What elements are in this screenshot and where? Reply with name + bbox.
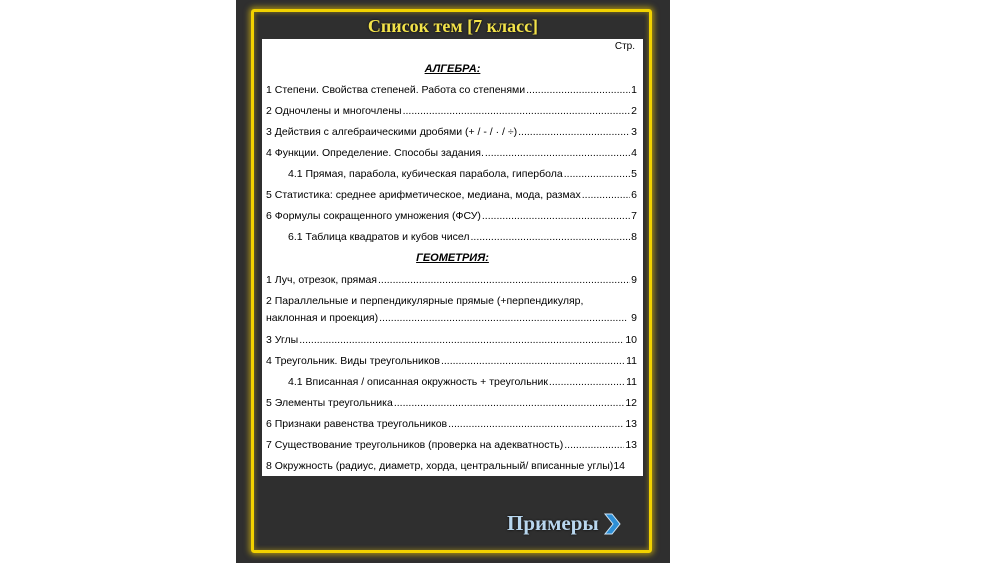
- toc-item-page: 3: [631, 126, 637, 138]
- section-heading-geometry[interactable]: ГЕОМЕТРИЯ:: [416, 252, 489, 264]
- toc-item-page: 13: [625, 439, 637, 451]
- toc-item-label: 1 Луч, отрезок, прямая: [266, 274, 377, 286]
- leader-dots: [403, 105, 631, 117]
- toc-item[interactable]: [266, 210, 637, 222]
- leader-dots: [582, 189, 630, 201]
- toc-item[interactable]: [266, 126, 637, 138]
- next-button-label: Примеры: [507, 511, 599, 535]
- toc-item-page: 11: [626, 376, 637, 388]
- toc-item-page: 1: [631, 84, 637, 96]
- toc-item-label: 2 Одночлены и многочлены: [266, 105, 402, 117]
- leader-dots: [564, 439, 624, 451]
- toc-item-label: 3 Углы: [266, 334, 299, 346]
- toc-item-line-2: [266, 310, 637, 327]
- toc-item-page: 9: [631, 312, 637, 324]
- leader-dots: [379, 310, 627, 327]
- toc-item-page: 7: [631, 210, 637, 222]
- leader-dots: [526, 84, 630, 96]
- toc-item-page: 11: [626, 355, 637, 367]
- toc-item-page: 6: [631, 189, 637, 201]
- leader-dots: [448, 418, 624, 430]
- toc-item-page: 12: [625, 397, 637, 409]
- toc-item[interactable]: [266, 439, 637, 451]
- toc-item-page: 5: [631, 168, 637, 180]
- toc-item-page: 10: [625, 334, 637, 346]
- toc-item-label: 5 Статистика: среднее арифметическое, медиана, мода, размах: [266, 189, 581, 201]
- chevron-right-icon: [603, 513, 621, 535]
- toc-item-label: 6 Формулы сокращенного умножения (ФСУ): [266, 210, 481, 222]
- toc-item[interactable]: [266, 293, 637, 327]
- section-heading-algebra[interactable]: АЛГЕБРА:: [424, 63, 481, 75]
- page-column-header: Стр.: [614, 41, 635, 52]
- toc-item-label: 4 Функции. Определение. Способы задания.: [266, 147, 484, 159]
- toc-item-label: 4 Треугольник. Виды треугольников: [266, 355, 440, 367]
- leader-dots: [518, 126, 630, 138]
- toc-item-page: 2: [631, 105, 637, 117]
- toc-item-label: 6 Признаки равенства треугольников: [266, 418, 448, 430]
- leader-dots: [378, 274, 630, 286]
- next-examples-button[interactable]: [507, 511, 621, 536]
- leader-dots: [471, 231, 631, 243]
- toc-item-page: 9: [631, 274, 637, 286]
- leader-dots: [549, 376, 625, 388]
- toc-item-label: 6.1 Таблица квадратов и кубов чисел: [288, 231, 470, 243]
- toc-item[interactable]: [266, 418, 637, 430]
- toc-item-label: 4.1 Вписанная / описанная окружность + треугольник: [288, 376, 548, 388]
- toc-item-page: 13: [625, 418, 637, 430]
- slide-title: Список тем [7 класс]: [367, 16, 539, 36]
- leader-dots: [394, 397, 625, 409]
- toc-item[interactable]: [288, 231, 637, 243]
- toc-item-label: 4.1 Прямая, парабола, кубическая парабола, гипербола: [288, 168, 563, 180]
- toc-item-label: наклонная и проекция): [266, 312, 379, 324]
- toc-item[interactable]: [266, 274, 637, 286]
- toc-item-label: 7 Существование треугольников (проверка на адекватность): [266, 439, 564, 451]
- toc-item[interactable]: [266, 189, 637, 201]
- toc-item[interactable]: [266, 334, 637, 346]
- toc-item-page: 14: [613, 460, 625, 472]
- leader-dots: [485, 147, 630, 159]
- toc-item-page: 4: [631, 147, 637, 159]
- leader-dots: [482, 210, 630, 222]
- toc-item[interactable]: [288, 376, 637, 388]
- slide: [236, 0, 670, 563]
- toc-item[interactable]: [288, 168, 637, 180]
- toc-item[interactable]: [266, 355, 637, 367]
- leader-dots: [299, 334, 624, 346]
- toc-item[interactable]: [266, 84, 637, 96]
- toc-item[interactable]: [266, 397, 637, 409]
- toc-item-line-1: [266, 293, 637, 310]
- toc-item-label: 5 Элементы треугольника: [266, 397, 393, 409]
- toc-item-label: 3 Действия с алгебраическими дробями (+ / - / · / ÷): [266, 126, 518, 138]
- toc-item[interactable]: [266, 147, 637, 159]
- toc-item[interactable]: [266, 460, 637, 472]
- toc-item[interactable]: [266, 105, 637, 117]
- toc-item-page: 8: [631, 231, 637, 243]
- toc-item-label: 1 Степени. Свойства степеней. Работа со степенями: [266, 84, 526, 96]
- leader-dots: [441, 355, 625, 367]
- toc-sheet: [262, 39, 643, 476]
- leader-dots: [564, 168, 630, 180]
- toc-item-label: 2 Параллельные и перпендикулярные прямые (+перпендикуляр,: [266, 295, 584, 307]
- toc-item-label: 8 Окружность (радиус, диаметр, хорда, центральный/ вписанные углы): [266, 460, 614, 472]
